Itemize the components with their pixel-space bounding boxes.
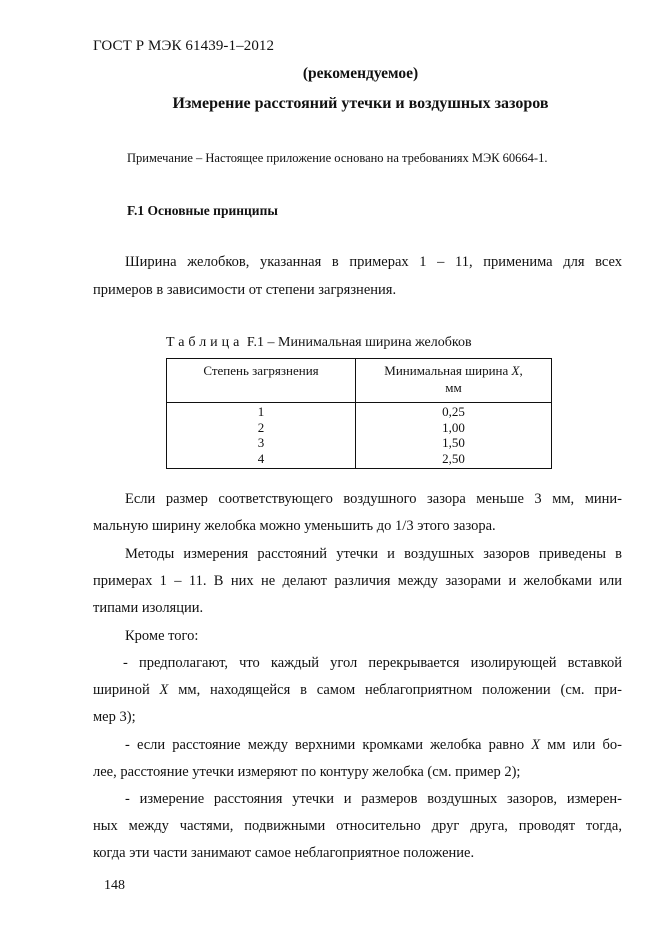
header-min-width-unit: мм bbox=[445, 380, 462, 395]
bullet-3-line-2: ных между частями, подвижными относительно друг друга, проводят тогда, bbox=[93, 818, 622, 834]
bullet-1-rest: мм, находящейся в самом неблагоприятном положении (см. при- bbox=[168, 682, 622, 698]
header-min-width-var: X bbox=[511, 363, 520, 378]
table-row bbox=[167, 403, 552, 420]
table-header-row bbox=[167, 359, 552, 403]
annex-status: (рекомендуемое) bbox=[302, 65, 419, 82]
paragraph-2-line-1: Если размер соответствующего воздушного зазора меньше 3 мм, мини- bbox=[125, 491, 622, 507]
paragraph-3-line-2: примерах 1 – 11. В них не делают различия между зазорами и желобками или bbox=[93, 573, 622, 589]
bullet-1-line-1: - предполагают, что каждый угол перекрывается изолирующей вставкой bbox=[123, 655, 622, 671]
cell-width: 2,50 bbox=[356, 451, 552, 469]
page-number: 148 bbox=[104, 878, 125, 893]
table-caption-rest: F.1 – Минимальная ширина желобков bbox=[243, 335, 472, 350]
table-row bbox=[167, 451, 552, 469]
header-min-width-label: Минимальная ширина bbox=[384, 363, 512, 378]
cell-degree: 4 bbox=[167, 451, 356, 469]
document-header: ГОСТ Р МЭК 61439-1–2012 bbox=[93, 38, 275, 54]
bullet-3-line-1: - измерение расстояния утечки и размеров воздушных зазоров, измерен- bbox=[125, 791, 622, 807]
bullet-3-line-3: когда эти части занимают самое неблагоприятное положение. bbox=[93, 845, 475, 861]
cell-degree: 2 bbox=[167, 420, 356, 436]
paragraph-1-line-1: Ширина желобков, указанная в примерах 1 – 11, применима для всех bbox=[125, 254, 622, 270]
header-min-width bbox=[356, 359, 552, 403]
bullet-1-line-3: мер 3); bbox=[93, 709, 136, 725]
paragraph-3-line-1: Методы измерения расстояний утечки и воздушных зазоров приведены в bbox=[125, 546, 622, 562]
note-text: Примечание – Настоящее приложение основано на требованиях МЭК 60664-1. bbox=[127, 151, 548, 165]
cell-width: 1,00 bbox=[356, 420, 552, 436]
bullet-2-line-2: лее, расстояние утечки измеряют по контуру желобка (см. пример 2); bbox=[93, 764, 521, 780]
header-min-width-comma: , bbox=[519, 363, 523, 378]
header-pollution-degree: Степень загрязнения bbox=[167, 359, 356, 403]
bullet-2-text-b: мм или бо- bbox=[540, 737, 622, 753]
paragraph-2-line-2: мальную ширину желобка можно уменьшить до 1/3 этого зазора. bbox=[93, 518, 496, 534]
cell-width: 1,50 bbox=[356, 435, 552, 451]
bullet-1-width-word: шириной bbox=[93, 682, 160, 698]
bullet-2-line-1 bbox=[93, 737, 622, 754]
cell-degree: 3 bbox=[167, 435, 356, 451]
bullet-2-var: X bbox=[531, 737, 541, 753]
table-caption-prefix: Таблица bbox=[166, 335, 244, 350]
min-groove-width-table bbox=[166, 358, 552, 469]
bullet-1-var: X bbox=[159, 682, 169, 698]
cell-degree: 1 bbox=[167, 403, 356, 420]
paragraph-4: Кроме того: bbox=[125, 628, 199, 644]
table-row bbox=[167, 420, 552, 436]
cell-width: 0,25 bbox=[356, 403, 552, 420]
table-caption bbox=[166, 335, 472, 351]
bullet-1-line-2 bbox=[93, 682, 622, 699]
paragraph-1-line-2: примеров в зависимости от степени загрязнения. bbox=[93, 282, 397, 298]
section-heading: F.1 Основные принципы bbox=[127, 203, 278, 218]
bullet-2-text-a: - если расстояние между верхними кромками желобка равно bbox=[125, 737, 532, 753]
table-row bbox=[167, 435, 552, 451]
paragraph-3-line-3: типами изоляции. bbox=[93, 600, 204, 616]
annex-title: Измерение расстояний утечки и воздушных зазоров bbox=[172, 95, 549, 112]
